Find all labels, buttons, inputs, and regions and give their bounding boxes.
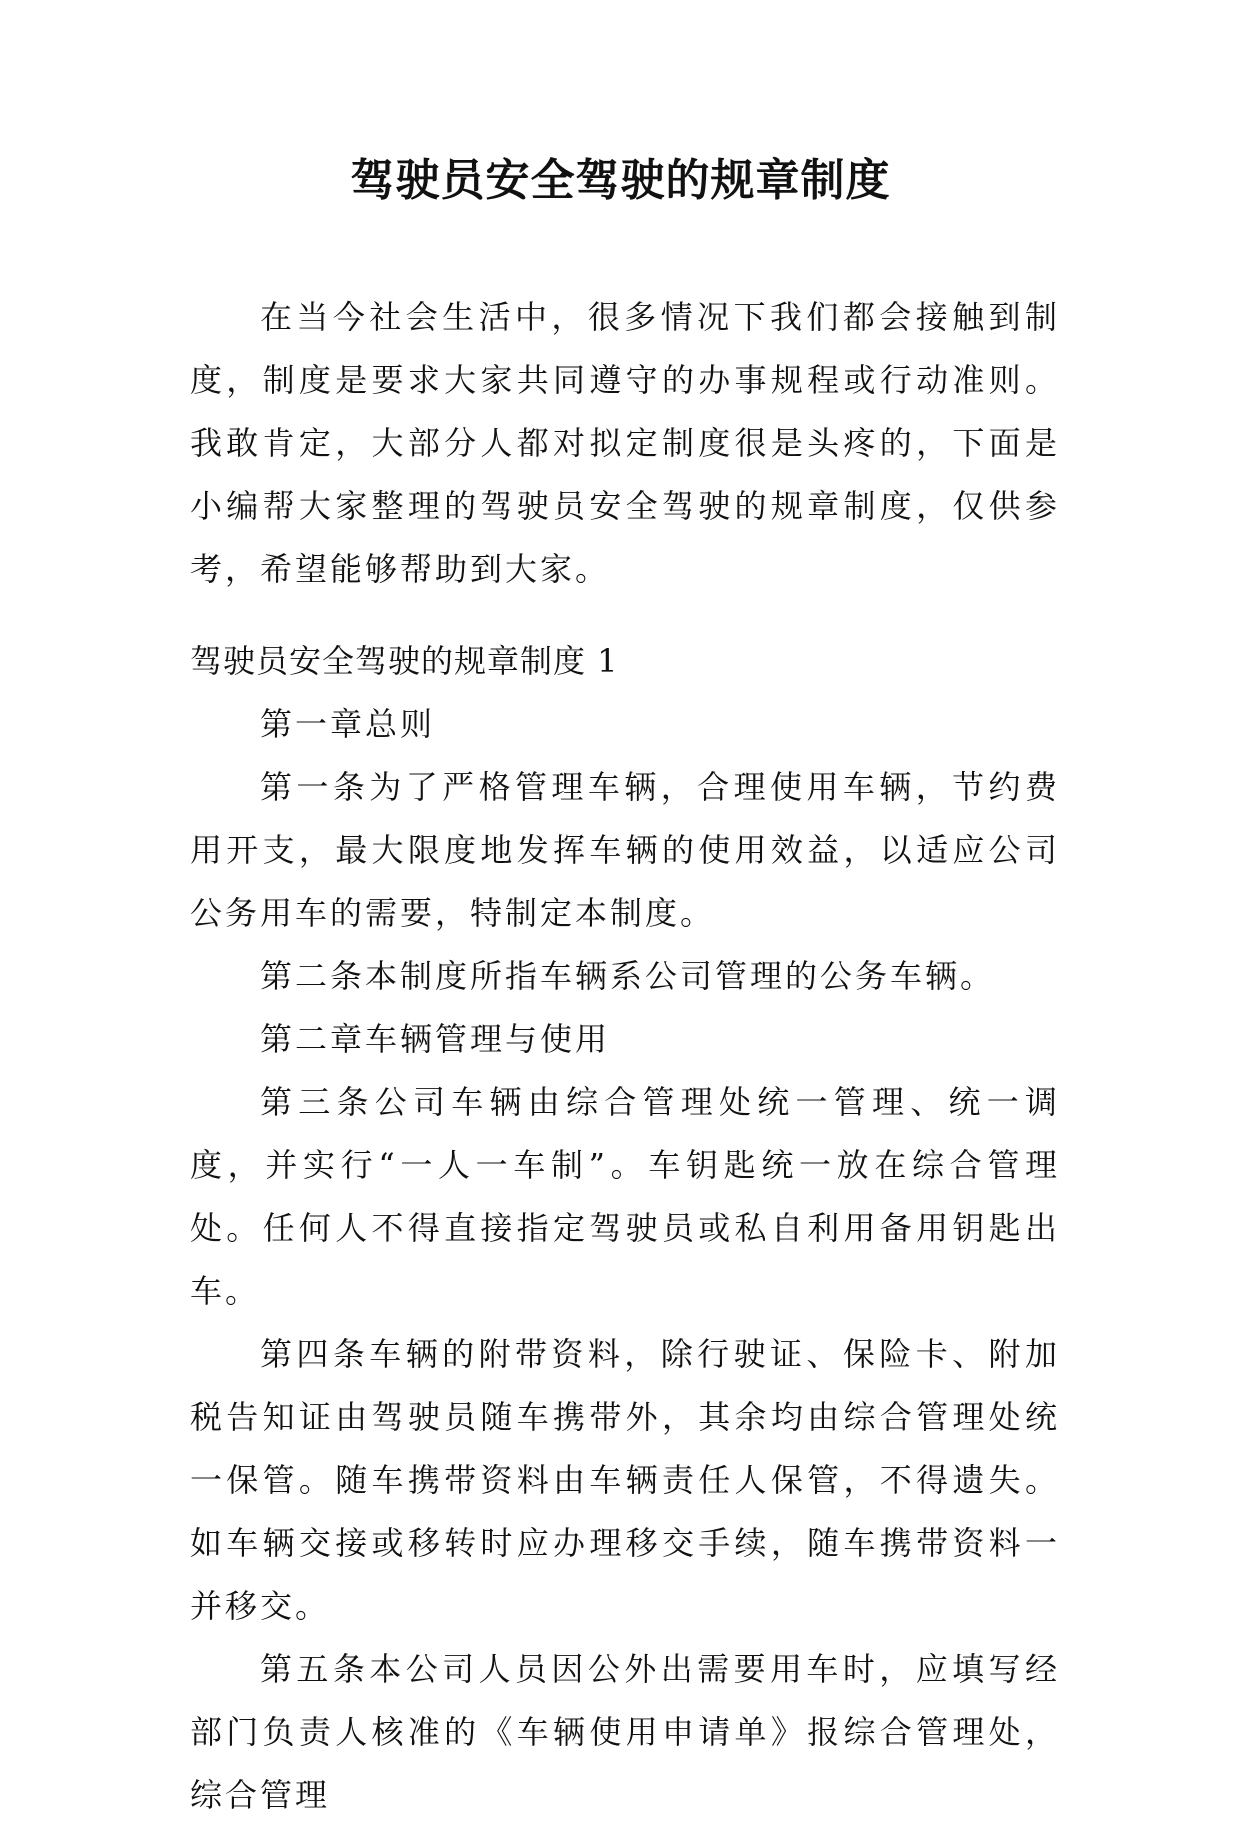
article-paragraph: 第一条为了严格管理车辆，合理使用车辆，节约费用开支，最大限度地发挥车辆的使用效益，以适应公司公务用车的需要，特制定本制度。 [190,768,1060,932]
intro-block [190,286,1060,601]
section-1 [190,630,1060,1827]
document-title: 驾驶员安全驾驶的规章制度 [350,155,891,206]
chapter-heading: 第二章车辆管理与使用 [260,1020,611,1058]
article-paragraph: 第四条车辆的附带资料，除行驶证、保险卡、附加税告知证由驾驶员随车携带外，其余均由综合管理处统一保管。随车携带资料由车辆责任人保管，不得遗失。如车辆交接或移转时应办理移交手续，随车携带资料一并移交。 [190,1335,1060,1625]
section-heading: 驾驶员安全驾驶的规章制度 1 [190,642,619,680]
article-paragraph: 第五条本公司人员因公外出需要用车时，应填写经部门负责人核准的《车辆使用申请单》报综合管理处，综合管理 [190,1650,1060,1814]
intro-paragraph: 在当今社会生活中，很多情况下我们都会接触到制度，制度是要求大家共同遵守的办事规程或行动准则。我敢肯定，大部分人都对拟定制度很是头疼的，下面是小编帮大家整理的驾驶员安全驾驶的规章制度，仅供参考，希望能够帮助到大家。 [190,298,1060,588]
article-paragraph: 第三条公司车辆由综合管理处统一管理、统一调度，并实行“一人一车制”。车钥匙统一放在综合管理处。任何人不得直接指定驾驶员或私自利用备用钥匙出车。 [190,1083,1060,1310]
article-paragraph: 第二条本制度所指车辆系公司管理的公务车辆。 [260,957,996,995]
chapter-heading: 第一章总则 [260,705,436,743]
